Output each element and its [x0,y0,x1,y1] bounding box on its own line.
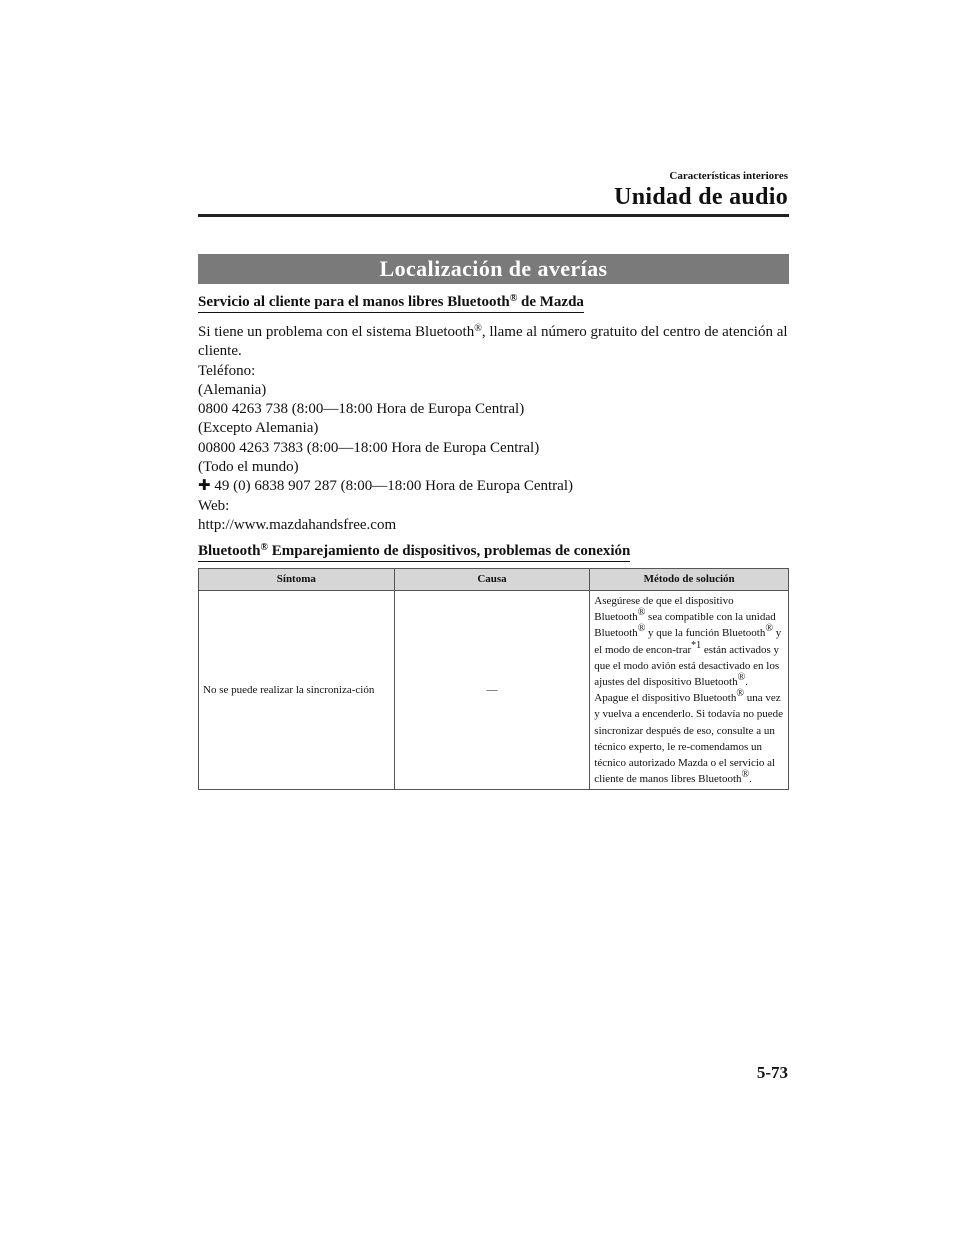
worldwide-label: (Todo el mundo) [198,459,299,476]
troubleshooting-table [198,568,789,790]
page-number: 5-73 [756,1063,788,1082]
section-banner: Localización de averías [198,254,789,284]
section-title: Unidad de audio [614,184,788,210]
header-rule [198,214,789,217]
chapter-title: Características interiores [669,170,788,182]
customer-service-heading: Servicio al cliente para el manos libres Bluetooth® de Mazda [198,293,584,313]
header-symptom: Síntoma [199,569,395,591]
header-solution: Método de solución [590,569,789,591]
customer-service-body [198,323,789,535]
symptom-cell: No se puede realizar la sincroniza-ción [199,591,395,790]
web-url: http://www.mazdahandsfree.com [198,516,397,533]
except-germany-phone: 00800 4263 7383 (8:00―18:00 Hora de Europa Central) [198,439,540,456]
phone-label: Teléfono: [198,362,256,379]
plus-icon: ✚ [198,478,211,495]
pairing-heading: Bluetooth® Emparejamiento de dispositivos, problemas de conexión [198,542,630,562]
header-cause: Causa [394,569,590,591]
germany-phone: 0800 4263 738 (8:00―18:00 Hora de Europa Central) [198,401,525,418]
except-germany-label: (Excepto Alemania) [198,420,319,437]
germany-label: (Alemania) [198,381,267,398]
web-label: Web: [198,497,230,514]
cause-cell: ― [394,591,590,790]
worldwide-phone: ✚ 49 (0) 6838 907 287 (8:00―18:00 Hora de Europa Central) [198,478,574,495]
table-header-row [199,569,789,591]
table-row [199,591,789,790]
solution-cell: Asegúrese de que el dispositivo Bluetooth® sea compatible con la unidad Bluetooth® y que la función Bluetooth® y el modo de encon-trar$^{*1}$ están activados y que el modo avión está desactivado en los ajustes del dispositivo Bluetooth®. Apague el dispositivo Bluetooth® una vez y vuelva a encenderlo. Si todavía no puede sincronizar después de eso, consulte a un técnico experto, le re-comendamos un técnico autorizado Mazda o el servicio al cliente de manos libres Bluetooth®. [590,591,789,790]
intro-paragraph: Si tiene un problema con el sistema Bluetooth®, llame al número gratuito del centro de atención al cliente. [198,323,788,360]
